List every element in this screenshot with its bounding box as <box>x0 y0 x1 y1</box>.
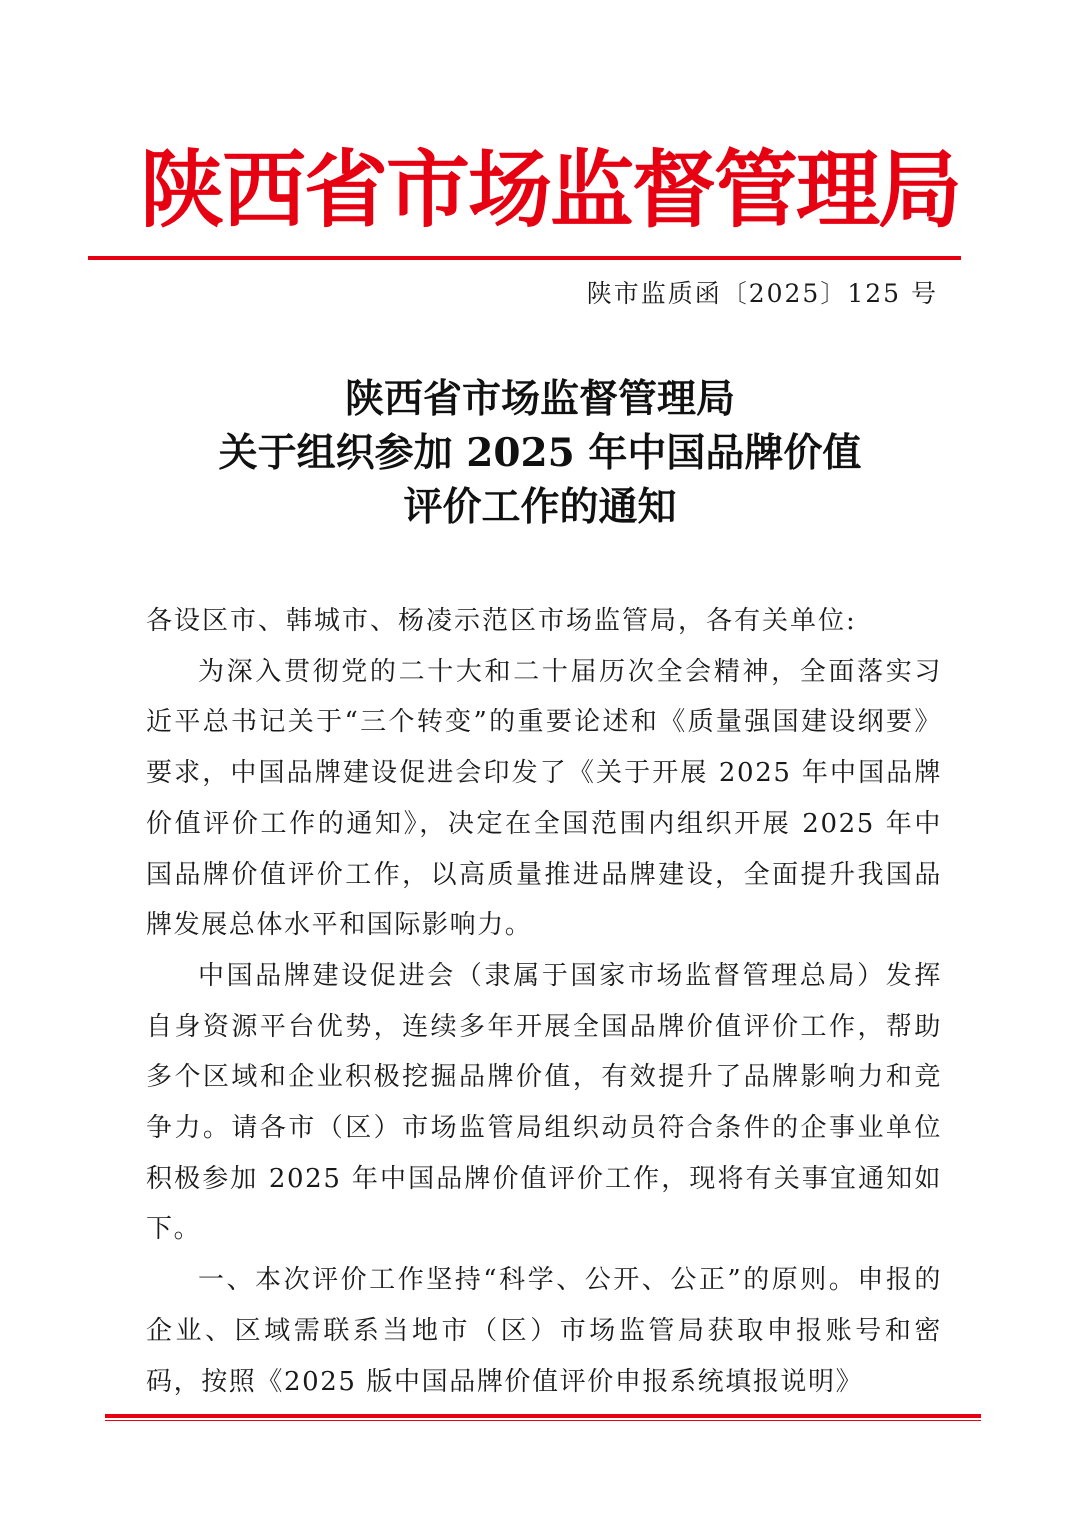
document-title <box>0 372 1080 534</box>
document-body <box>146 596 942 1407</box>
title-line-1: 陕西省市场监督管理局 <box>344 376 735 422</box>
title-line-2: 关于组织参加 2025 年中国品牌价值 <box>218 430 862 476</box>
document-number: 陕市监质函〔2025〕125 号 <box>586 279 938 308</box>
letterhead-masthead: 陕西省市场监督管理局 <box>140 141 961 239</box>
paragraph-1: 为深入贯彻党的二十大和二十届历次全会精神，全面落实习近平总书记关于“三个转变”的重要论述和《质量强国建设纲要》要求，中国品牌建设促进会印发了《关于开展 2025 年中国品牌价值评价工作的通知》，决定在全国范围内组织开展 2025 年中国品牌价值评价工作，以高质量推进品牌建设，全面提升我国品牌发展总体水平和国际影响力。 <box>146 656 942 941</box>
salutation: 各设区市、韩城市、杨凌示范区市场监管局，各有关单位: <box>146 606 857 636</box>
page-footer-thin-rule <box>105 1420 981 1421</box>
page-footer-red-rule <box>105 1414 981 1418</box>
title-line-3: 评价工作的通知 <box>403 484 677 530</box>
paragraph-2: 中国品牌建设促进会（隶属于国家市场监督管理总局）发挥自身资源平台优势，连续多年开展全国品牌价值评价工作，帮助多个区域和企业积极挖掘品牌价值，有效提升了品牌影响力和竞争力。请各市（区）市场监管局组织动员符合条件的企事业单位积极参加 2025 年中国品牌价值评价工作，现将有关事宜通知如下。 <box>146 960 942 1245</box>
paragraph-3: 一、本次评价工作坚持“科学、公开、公正”的原则。申报的企业、区域需联系当地市（区）市场监管局获取申报账号和密码，按照《2025 版中国品牌价值评价申报系统填报说明》 <box>146 1265 942 1397</box>
letterhead-red-rule <box>88 256 961 260</box>
